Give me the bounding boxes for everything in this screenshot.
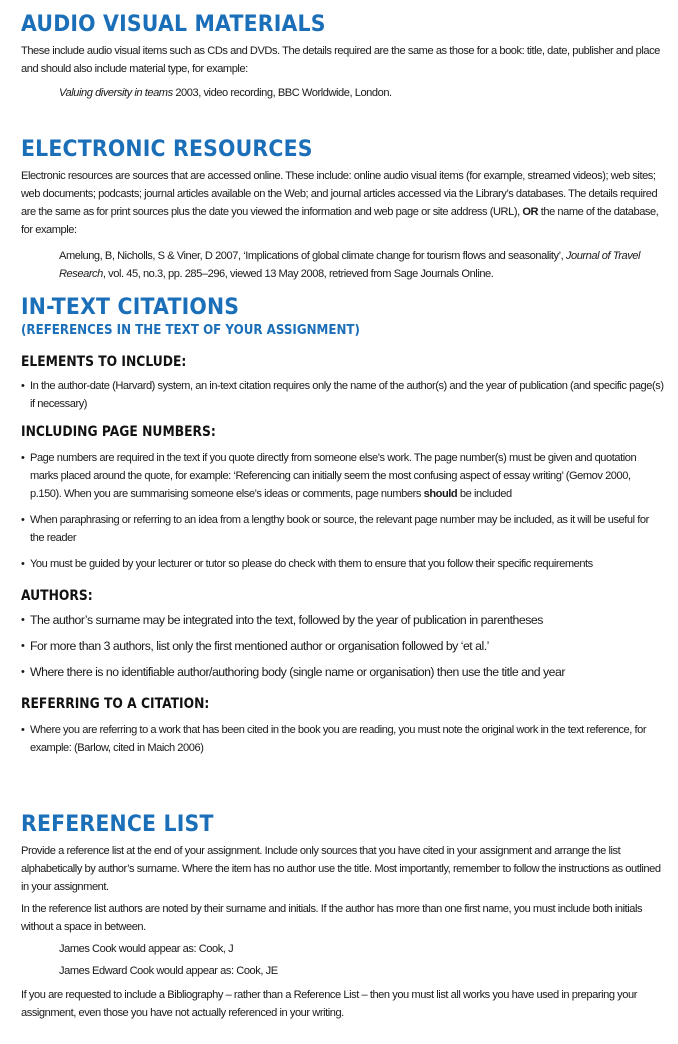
reference-list-para2: In the reference list authors are noted by their surname and initials. If the author has more than one first name, you must include both initials without a space in between. [21,903,643,933]
authors-heading: AUTHORS: [21,588,93,604]
audio-visual-section [21,12,664,102]
reference-list-para3: If you are requested to include a Bibliography – rather than a Reference List – then you must list all works you have used in preparing your assignment, even those you have not actually referenced in your writing. [21,989,637,1019]
list-item [21,449,664,503]
list-item: • Where there is no identifiable author/authoring body (single name or organisation) then use the title and year [21,663,664,681]
item-text-end: be included [457,488,512,500]
in-text-citations-heading: IN-TEXT CITATIONS [21,295,240,320]
example-title: Valuing diversity in teams [59,87,173,99]
audio-visual-heading: AUDIO VISUAL MATERIALS [21,12,326,37]
electronic-resources-heading: ELECTRONIC RESOURCES [21,137,313,162]
list-item: • You must be guided by your lecturer or tutor so please do check with them to ensure that you follow their specific requirements [21,555,664,573]
in-text-citations-section [21,295,664,757]
list-item: • The author’s surname may be integrated into the text, followed by the year of publication in parentheses [21,611,664,629]
page-numbers-list [21,449,664,573]
electronic-resources-section [21,137,664,283]
elements-heading: ELEMENTS TO INCLUDE: [21,354,187,370]
intro-text: Electronic resources are sources that are accessed online. These include: online audio visual items (for example, streamed videos); web sites; web documents; podcasts; journal articles available on the Web; and journal articles accessed via the Library’s databases. The details required are the same as for print sources plus the date you viewed the information and web page or site address (URL), [21,170,658,218]
referring-heading: REFERRING TO A CITATION: [21,696,210,712]
reference-example-1: James Cook would appear as: Cook, J [59,943,234,955]
elements-list [21,377,664,413]
reference-example-2: James Edward Cook would appear as: Cook, JE [59,965,278,977]
intro-text-end: the name of the database, for example: [21,206,659,236]
example-authors: Amelung, B, Nicholls, S & Viner, D 2007, ‘Implications of global climate change for tourism flows and seasonality’, [59,250,566,262]
electronic-resources-intro [21,167,664,239]
reference-list-heading: REFERENCE LIST [21,812,214,837]
electronic-resources-example [21,247,664,283]
list-item: • Where you are referring to a work that has been cited in the book you are reading, you must note the original work in the text reference, for example: (Barlow, cited in Maich 2006) [21,721,664,757]
example-details: , vol. 45, no.3, pp. 285–296, viewed 13 May 2008, retrieved from Sage Journals Online. [102,268,494,280]
list-item: • When paraphrasing or referring to an idea from a lengthy book or source, the relevant page number may be included, as it will be useful for the reader [21,511,664,547]
audio-visual-example [21,84,664,102]
example-journal: Journal of Travel Research [59,250,641,280]
example-details: 2003, video recording, BBC Worldwide, London. [172,87,392,99]
list-item: • In the author-date (Harvard) system, an in-text citation requires only the name of the author(s) and the year of publication (and specific page(s) if necessary) [21,377,664,413]
intro-bold-or: OR [522,206,539,218]
list-item: • For more than 3 authors, list only the first mentioned author or organisation followed by ‘et al.’ [21,637,664,655]
audio-visual-intro: These include audio visual items such as CDs and DVDs. The details required are the same as those for a book: title, date, publisher and place and should also include material type, for example: [21,45,660,75]
authors-list [21,611,664,681]
reference-list-section [21,812,664,1022]
item-text: Page numbers are required in the text if you quote directly from someone else’s work. The page number(s) must be given and quotation marks placed around the quote, for example: ‘Referencing can initially seem the most confusing aspect of essay writing’ (Gemov 2000, p.150). When you are summarising someone else’s ideas or comments, page numbers [30,452,637,500]
in-text-citations-subheading: (REFERENCES IN THE TEXT OF YOUR ASSIGNMENT) [21,322,360,338]
referring-list [21,721,664,757]
page-numbers-heading: INCLUDING PAGE NUMBERS: [21,424,216,440]
reference-list-para1: Provide a reference list at the end of your assignment. Include only sources that you have cited in your assignment and arrange the list alphabetically by author’s surname. Where the item has no author use the title. Most importantly, remember to follow the instructions as outlined in your assignment. [21,845,661,893]
item-bold: should [423,488,458,500]
